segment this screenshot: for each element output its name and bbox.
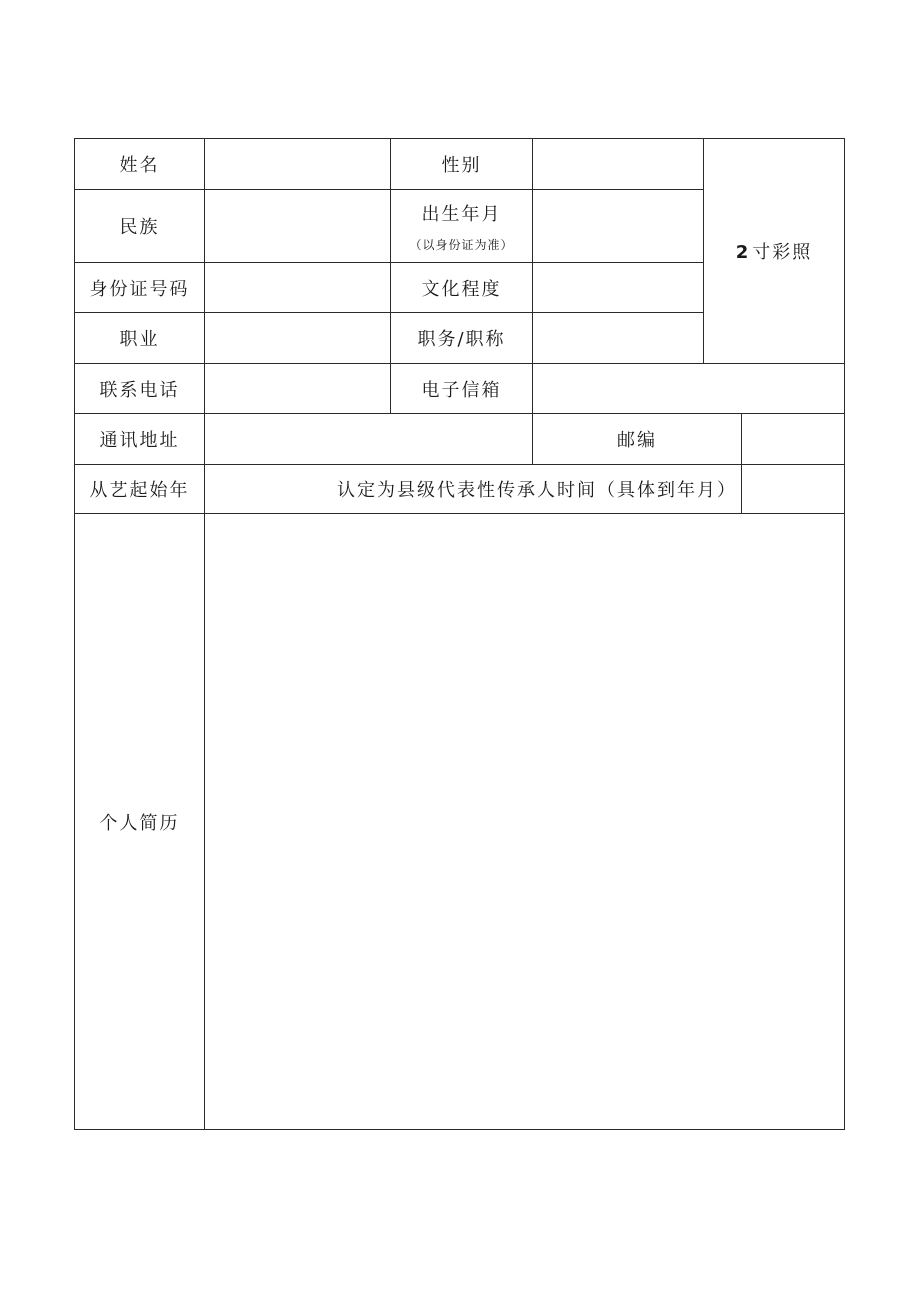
id-number-label-text: 身份证号码 [89, 278, 190, 300]
resume-label-text: 个人简历 [99, 812, 180, 834]
gender-label-text: 性别 [441, 155, 482, 176]
photo-size-number: 2 [735, 242, 753, 263]
email-field[interactable] [533, 364, 844, 413]
gender-field[interactable] [533, 139, 703, 189]
position-title-label-text: 职务/职称 [417, 329, 506, 350]
ethnicity-label-text: 民族 [119, 217, 160, 238]
grid-line [74, 1129, 845, 1130]
postcode-field[interactable] [742, 414, 844, 464]
occupation-label [75, 313, 204, 363]
photo-size-text: 寸彩照 [752, 242, 813, 263]
occupation-field[interactable] [205, 313, 390, 363]
email-label-text: 电子信箱 [421, 379, 502, 401]
name-field[interactable] [205, 139, 390, 189]
recognized-time-label-text: 认定为县级代表性传承人时间（具体到年月） [337, 480, 737, 501]
start-year-label-text: 从艺起始年 [89, 480, 190, 501]
education-label [391, 263, 532, 312]
birth-label [391, 190, 532, 262]
phone-field[interactable] [205, 364, 390, 413]
phone-label [75, 364, 204, 413]
grid-line [844, 138, 845, 1130]
email-label [391, 364, 532, 413]
name-label [75, 139, 204, 189]
birth-note: （以身份证为准） [409, 237, 514, 252]
name-label-text: 姓名 [119, 155, 160, 176]
start-year-label [75, 465, 204, 513]
photo-label [736, 238, 813, 264]
education-label-text: 文化程度 [421, 278, 502, 300]
id-number-label [75, 263, 204, 312]
postcode-label-text: 邮编 [617, 430, 657, 451]
position-title-label [391, 313, 532, 363]
birth-field[interactable] [533, 190, 703, 262]
phone-label-text: 联系电话 [99, 379, 180, 401]
address-label [75, 414, 204, 464]
postcode-label [533, 414, 741, 464]
resume-field[interactable] [205, 514, 844, 1129]
ethnicity-label [75, 190, 204, 262]
id-number-field[interactable] [205, 263, 390, 312]
education-field[interactable] [533, 263, 703, 312]
photo-area[interactable] [704, 139, 844, 363]
address-label-text: 通讯地址 [99, 430, 180, 451]
birth-label-text: 出生年月 [421, 203, 502, 225]
recognized-time-label[interactable] [205, 465, 741, 513]
occupation-label-text: 职业 [119, 329, 160, 350]
recognized-time-field[interactable] [742, 465, 844, 513]
gender-label [391, 139, 532, 189]
ethnicity-field[interactable] [205, 190, 390, 262]
resume-label [75, 514, 204, 1129]
position-title-field[interactable] [533, 313, 703, 363]
address-field[interactable] [205, 414, 532, 464]
